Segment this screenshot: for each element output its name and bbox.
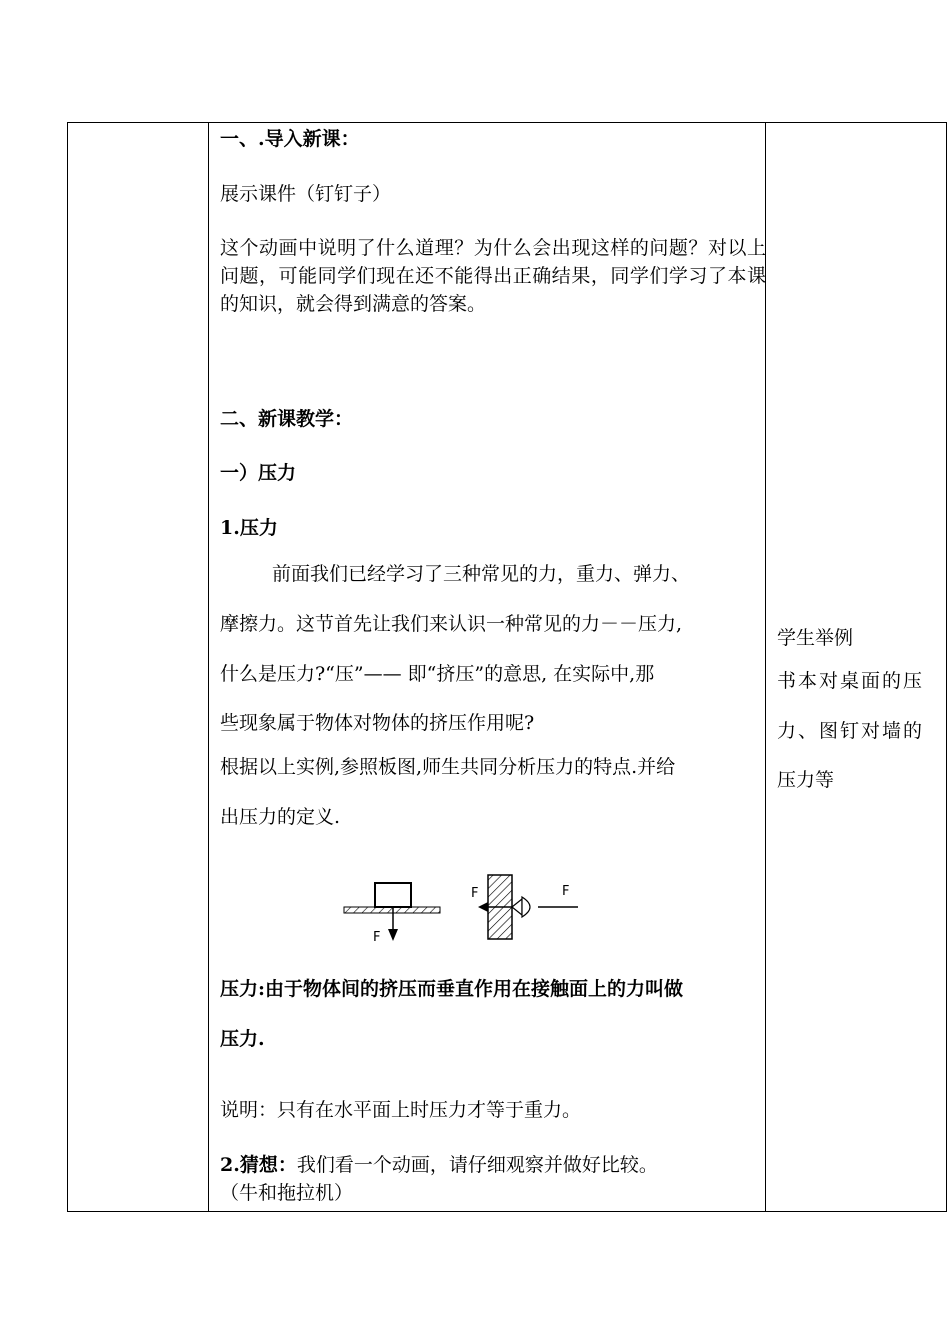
student-example-line4: 压力等 (777, 769, 835, 791)
new-lesson-heading: 二、新课教学： (220, 408, 354, 430)
intro-show: 展示课件（钉钉子） (220, 183, 392, 205)
guess-line (220, 1151, 658, 1179)
column-divider-left (208, 123, 209, 1211)
definition-line1: 压力:由于物体间的挤压而垂直作用在接触面上的力叫做 (220, 978, 684, 1000)
guess-label: 2.猜想： (220, 1154, 297, 1176)
paragraph1-line4: 些现象属于物体对物体的挤压作用呢? (220, 712, 535, 734)
label-wall-force: F (471, 886, 479, 901)
note-text: 说明：只有在水平面上时压力才等于重力。 (220, 1099, 582, 1121)
thumbtack-head (522, 897, 530, 917)
label-push-force: F (562, 884, 570, 899)
paragraph2-line1: 根据以上实例,参照板图,师生共同分析压力的特点.并给 (220, 756, 676, 778)
arrow-head-left (478, 902, 488, 912)
block (375, 883, 411, 907)
student-example-label: 学生举例 (777, 627, 854, 649)
intro-question: 这个动画中说明了什么道理？为什么会出现这样的问题？对以上问题，可能同学们现在还不能得出正确结果，同学们学习了本课的知识，就会得到满意的答案。 (220, 237, 766, 315)
thumbtack-point (512, 899, 522, 915)
paragraph2-line2: 出压力的定义. (220, 806, 341, 828)
lesson-table (67, 122, 947, 1212)
guess-line2: （牛和拖拉机） (220, 1182, 354, 1204)
guess-text: 我们看一个动画，请仔细观察并做好比较。 (296, 1154, 658, 1176)
paragraph1-line1: 前面我们已经学习了三种常见的力，重力、弹力、 (272, 563, 691, 585)
student-example-line3: 力、图钉对墙的 (777, 720, 925, 742)
item1-heading: 1.压力 (220, 517, 278, 539)
arrow-head-down (388, 929, 398, 941)
label-force-down: F (373, 930, 381, 945)
pressure-subheading: 一）压力 (220, 462, 297, 484)
paragraph1-line2: 摩擦力。这节首先让我们来认识一种常见的力－－压力, (220, 613, 683, 635)
pressure-diagram (342, 873, 582, 953)
student-example-line2: 书本对桌面的压 (777, 670, 925, 692)
definition-line2: 压力. (220, 1028, 265, 1050)
intro-heading: 一、.导入新课： (220, 128, 360, 150)
paragraph1-line3: 什么是压力?“压”—— 即“挤压”的意思, 在实际中,那 (220, 663, 655, 685)
